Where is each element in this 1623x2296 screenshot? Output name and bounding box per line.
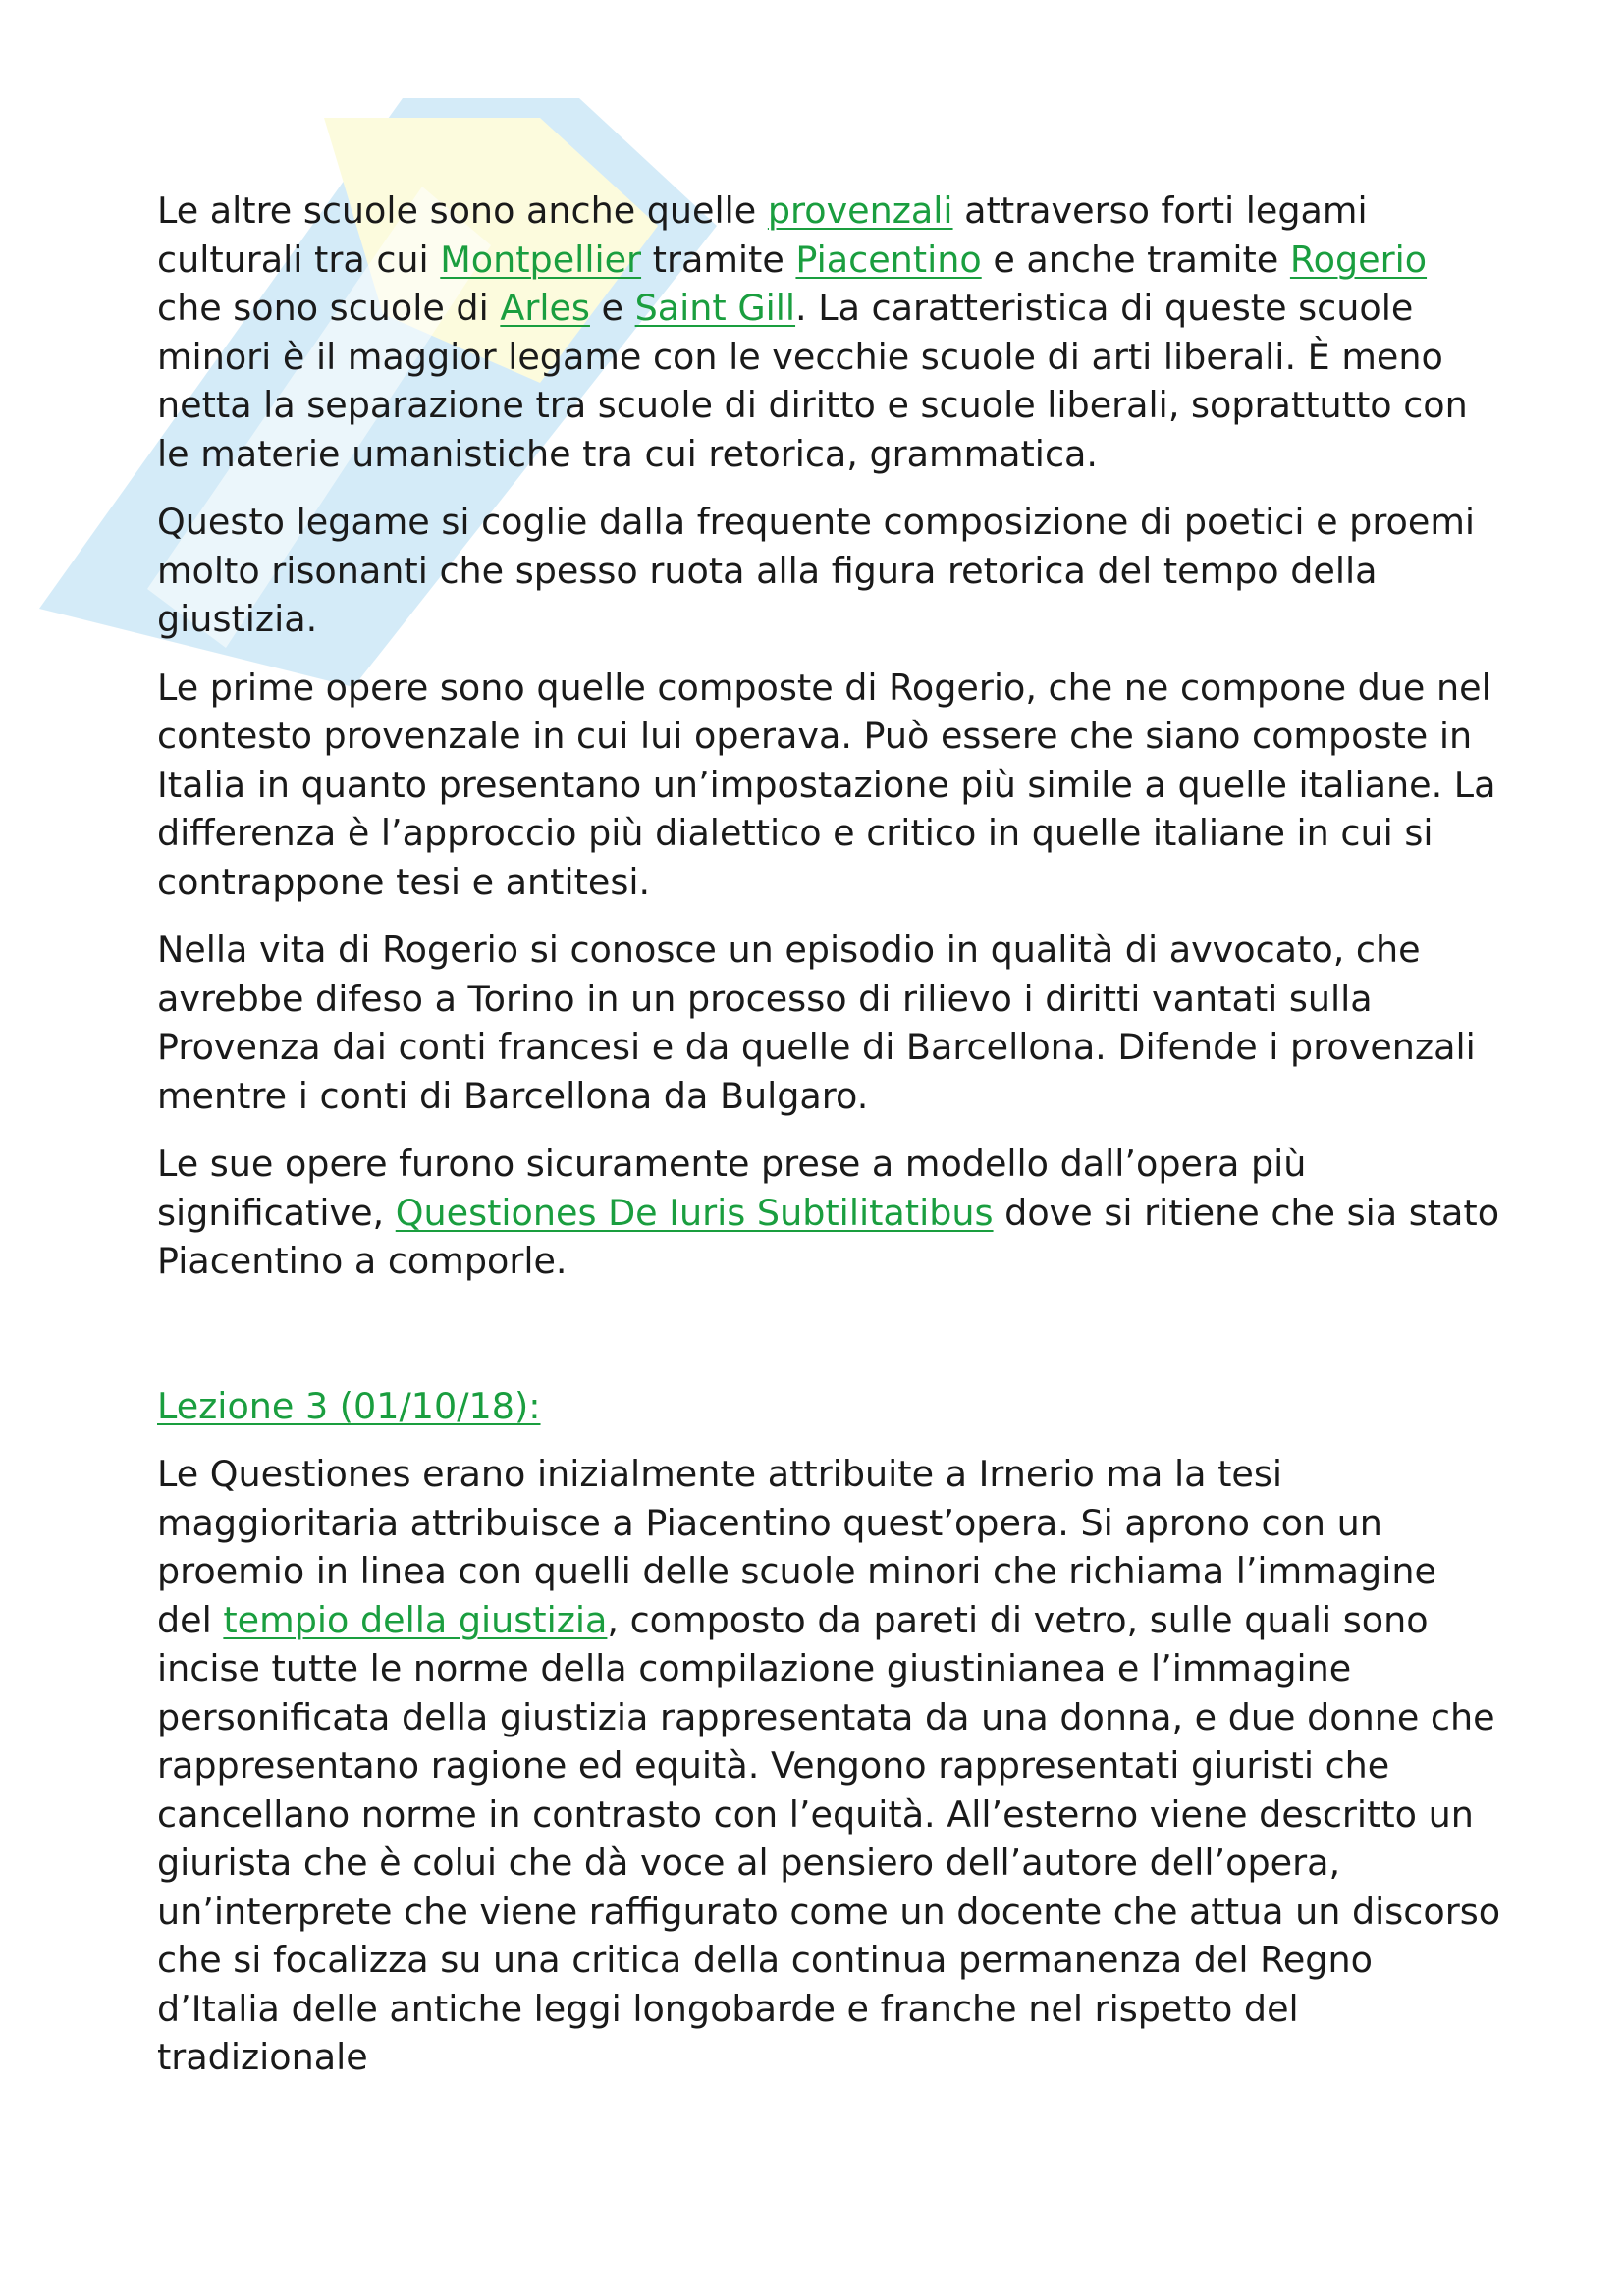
text-span: . La caratteristica di queste scuole minori è il maggior legame con le vecchie scuole di arti liberali. È meno netta la separazione tra scuole di diritto e scuole liberali, soprattutto con le materie umanistiche tra cui retorica, grammatica. [157, 287, 1468, 475]
link-piacentino[interactable]: Piacentino [795, 238, 982, 281]
text-span: Le Questiones erano inizialmente attribuite a Irnerio ma la tesi maggioritaria attribuisce a Piacentino quest’opera. Si aprono con un proemio in linea con quelli delle scuole minori che richiama l’immagine del [157, 1453, 1436, 1641]
text-span: e anche tramite [981, 238, 1290, 281]
paragraph-scuole-minori [157, 187, 1502, 478]
paragraph-questiones [157, 1450, 1502, 2082]
link-tempio-giustizia[interactable]: tempio della giustizia [223, 1598, 608, 1641]
document-body [157, 187, 1502, 2102]
paragraph-vita-rogerio: Nella vita di Rogerio si conosce un episodio in qualità di avvocato, che avrebbe difeso a Torino in un processo di rilievo i diritti vantati sulla Provenza dai conti francesi e da quelle di Barcellona. Difende i provenzali mentre i conti di Barcellona da Bulgaro. [157, 929, 1476, 1117]
text-span: e [589, 287, 635, 329]
link-provenzali[interactable]: provenzali [767, 189, 953, 232]
text-span: , composto da pareti di vetro, sulle quali sono incise tutte le norme della compilazione giustinianea e l’immagine personificata della giustizia rappresentata da una donna, e due donne che rappresentano ragione ed equità. Vengono rappresentati giuristi che cancellano norme in contrasto con l’equità. All’esterno viene descritto un giurista che è colui che dà voce al pensiero dell’autore dell’opera, un’interprete che viene raffigurato come un docente che attua un discorso che si focalizza su una critica della continua permanenza del Regno d’Italia delle antiche leggi longobarde e franche nel rispetto del tradizionale [157, 1598, 1501, 2078]
link-arles[interactable]: Arles [500, 287, 590, 329]
text-span: Le altre scuole sono anche quelle [157, 189, 768, 232]
section-heading-lezione[interactable]: Lezione 3 (01/10/18): [157, 1384, 541, 1427]
link-montpellier[interactable]: Montpellier [440, 238, 642, 281]
link-rogerio[interactable]: Rogerio [1289, 238, 1428, 281]
text-span: dove si ritiene che sia stato Piacentino a comporle. [157, 1191, 1500, 1282]
link-saint-gill[interactable]: Saint Gill [634, 287, 796, 329]
text-span: Le sue opere furono sicuramente prese a modello dall’opera più significative, [157, 1143, 1307, 1234]
text-span: che sono scuole di [157, 287, 501, 329]
section-spacer [157, 1306, 1502, 1382]
paragraph-prime-opere: Le prime opere sono quelle composte di Rogerio, che ne compone due nel contesto provenzale in cui lui operava. Può essere che siano composte in Italia in quanto presentano un’impostazione più simile a quelle italiane. La differenza è l’approccio più dialettico e critico in quelle italiane in cui si contrappone tesi e antitesi. [157, 666, 1496, 903]
paragraph-opere-modello [157, 1140, 1502, 1286]
text-span: tramite [641, 238, 796, 281]
link-questiones[interactable]: Questiones De Iuris Subtilitatibus [395, 1191, 994, 1234]
text-span: attraverso forti legami culturali tra cui [157, 189, 1368, 281]
paragraph-legame: Questo legame si coglie dalla frequente composizione di poetici e proemi molto risonanti che spesso ruota alla figura retorica del tempo della giustizia. [157, 501, 1476, 640]
